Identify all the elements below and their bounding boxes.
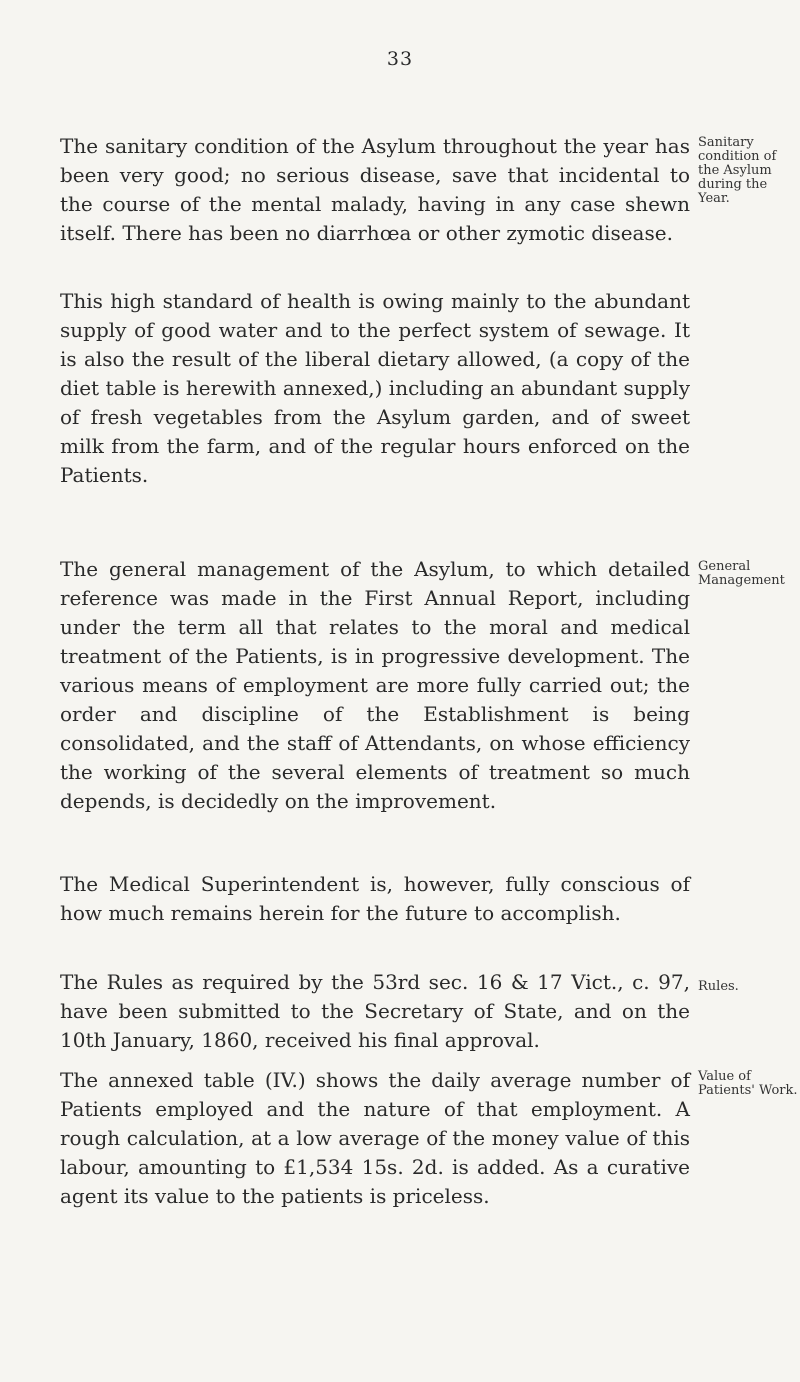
paragraph-text: The sanitary condition of the Asylum throughout the year has been very good; no serious disease, save that incidental to the course of the mental malady, having in any case shewn itself. There has been no diarrhœa or other zymotic disease. <box>60 134 690 245</box>
margin-note-patients-work: Value of Patients' Work. <box>698 1069 798 1098</box>
paragraph-general-management <box>60 555 690 816</box>
paragraph-text: The annexed table (IV.) shows the daily average number of Patients employed and the nature of that employment. A rough calculation, at a low average of the money value of this labour, amounting to £1,534 15s. 2d. is added. As a curative agent its value to the patients is priceless. <box>60 1068 690 1208</box>
paragraph-sanitary-condition <box>60 132 690 248</box>
paragraph-text: The Rules as required by the 53rd sec. 16 & 17 Vict., c. 97, have been submitted to the Secretary of State, and on the 10th January, 1860, received his final approval. <box>60 970 690 1052</box>
paragraph-health-standard <box>60 287 690 490</box>
page-number: 33 <box>386 48 414 70</box>
paragraph-rules <box>60 968 690 1055</box>
paragraph-text: This high standard of health is owing mainly to the abundant supply of good water and to the perfect system of sewage. It is also the result of the liberal dietary allowed, (a copy of the diet table is herewith annexed,) including an abundant supply of fresh vegetables from the Asylum garden, and of sweet milk from the farm, and of the regular hours enforced on the Patients. <box>60 289 690 487</box>
paragraph-medical-superintendent <box>60 870 690 928</box>
margin-note-sanitary: Sanitary condition of the Asylum during the Year. <box>698 135 777 206</box>
paragraph-text: The general management of the Asylum, to which detailed reference was made in the First Annual Report, including under the term all that relates to the moral and medical treatment of the Patients, is in progressive development. The various means of employment are more fully carried out; the order and discipline of the Establishment is being consolidated, and the staff of Attendants, on whose efficiency the working of the several elements of treatment so much depends, is decidedly on the improvement. <box>60 557 690 813</box>
paragraph-text: The Medical Superintendent is, however, fully conscious of how much remains herein for the future to accomplish. <box>60 872 690 925</box>
paragraph-patients-work <box>60 1066 690 1211</box>
margin-note-rules: Rules. <box>698 979 739 994</box>
margin-note-general-management: General Management <box>698 559 785 588</box>
